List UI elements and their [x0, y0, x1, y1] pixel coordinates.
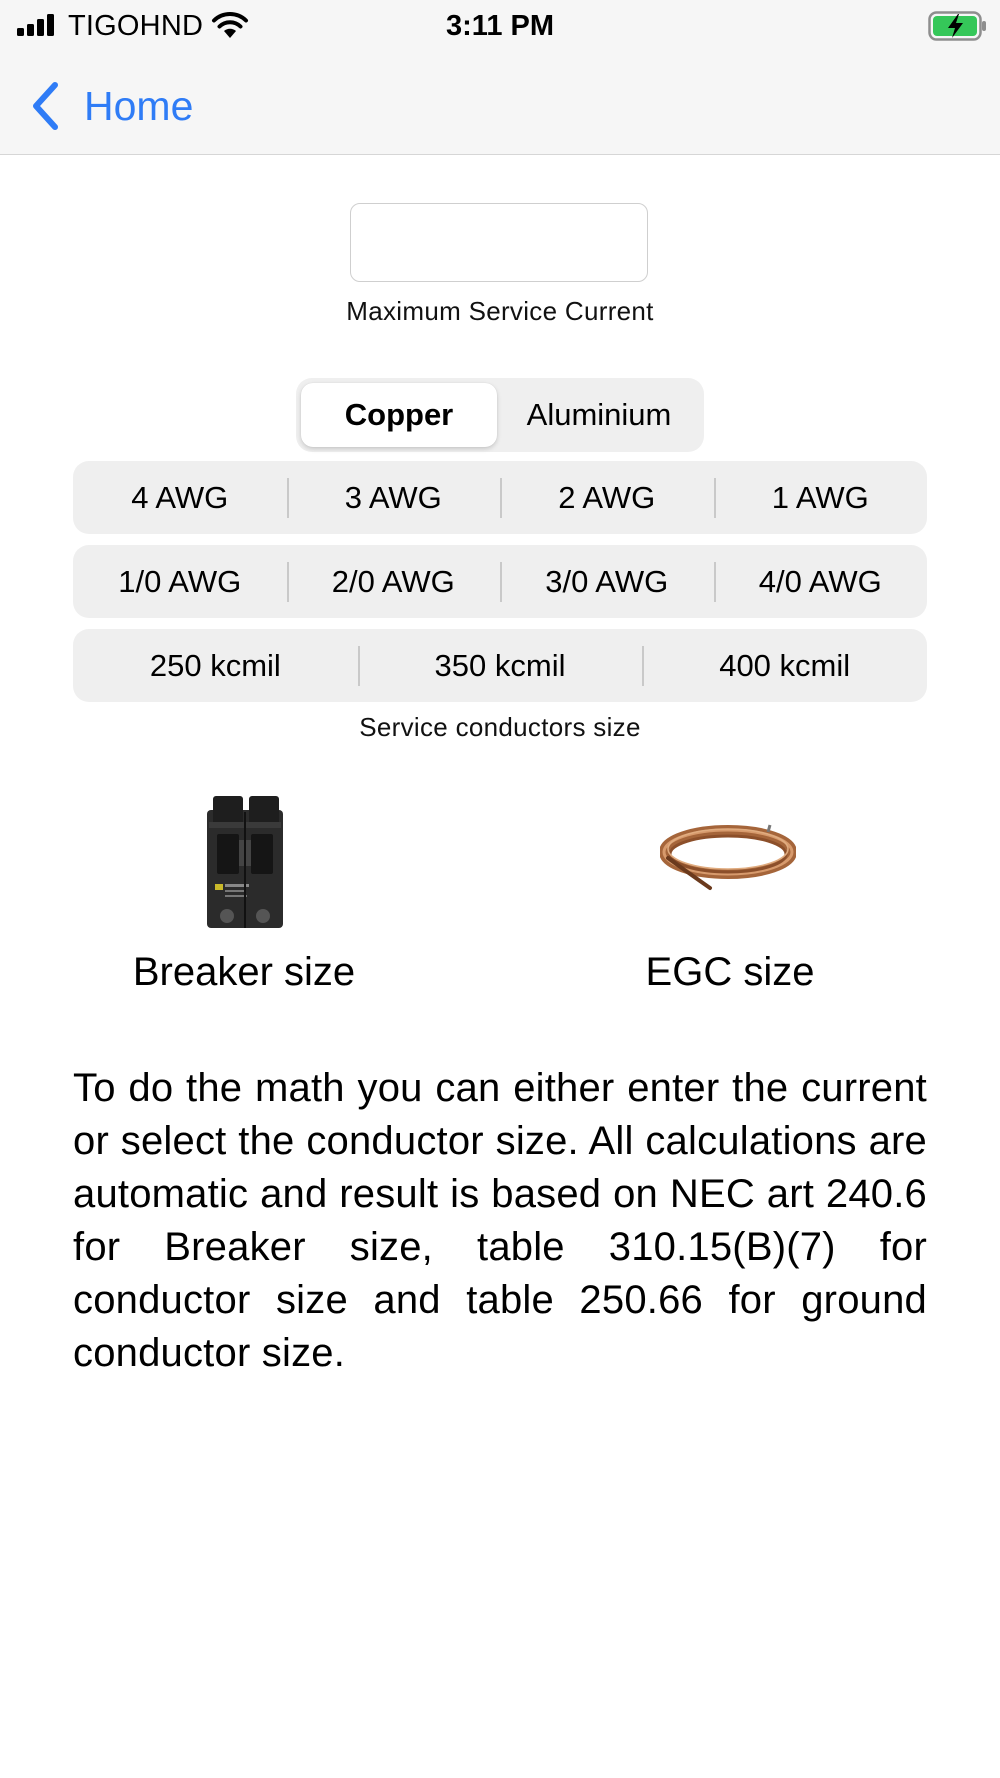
navigation-bar	[0, 58, 1000, 148]
size-option[interactable]: 4/0 AWG	[714, 545, 928, 618]
breaker-size-label: Breaker size	[132, 950, 356, 994]
service-current-input[interactable]	[350, 203, 648, 282]
clock-text: 3:11 PM	[446, 10, 554, 42]
battery-charging-icon	[928, 11, 988, 41]
copper-wire-coil-image	[660, 822, 796, 894]
size-option[interactable]: 1/0 AWG	[118, 564, 242, 599]
clock	[0, 10, 1000, 43]
size-option[interactable]: 250 kcmil	[149, 648, 281, 683]
size-option[interactable]: 400 kcmil	[642, 629, 927, 702]
size-option[interactable]: 3 AWG	[287, 461, 501, 534]
circuit-breaker-image	[205, 792, 285, 932]
carrier-name: TIGOHND	[68, 10, 204, 42]
size-option[interactable]: 2 AWG	[500, 461, 714, 534]
material-segmented-control	[296, 378, 704, 452]
size-option[interactable]: 1 AWG	[714, 461, 928, 534]
back-button[interactable]	[28, 76, 193, 136]
conductor-size-row-awg-aught	[73, 545, 927, 618]
egc-size-label: EGC size	[645, 950, 815, 994]
status-bar	[0, 0, 1000, 52]
info-paragraph: To do the math you can either enter the current or select the conductor size. All calculations are automatic and result is based on NEC art 240.6 for Breaker size, table 310.15(B)(7) for conductor size and table 250.66 for ground conductor size.	[73, 1066, 927, 1375]
service-current-caption: Maximum Service Current	[346, 296, 654, 326]
size-option[interactable]: 4 AWG	[131, 480, 229, 515]
chevron-left-icon	[28, 80, 64, 132]
back-button-label: Home	[84, 82, 194, 129]
size-option[interactable]: 350 kcmil	[358, 629, 643, 702]
conductor-size-row-awg	[73, 461, 927, 534]
material-option-copper[interactable]: Copper	[301, 383, 497, 447]
material-option-aluminium[interactable]: Aluminium	[526, 397, 672, 432]
conductor-size-caption: Service conductors size	[359, 712, 641, 742]
conductor-size-row-kcmil	[73, 629, 927, 702]
size-option[interactable]: 2/0 AWG	[287, 545, 501, 618]
size-option[interactable]: 3/0 AWG	[500, 545, 714, 618]
header	[0, 0, 1000, 155]
